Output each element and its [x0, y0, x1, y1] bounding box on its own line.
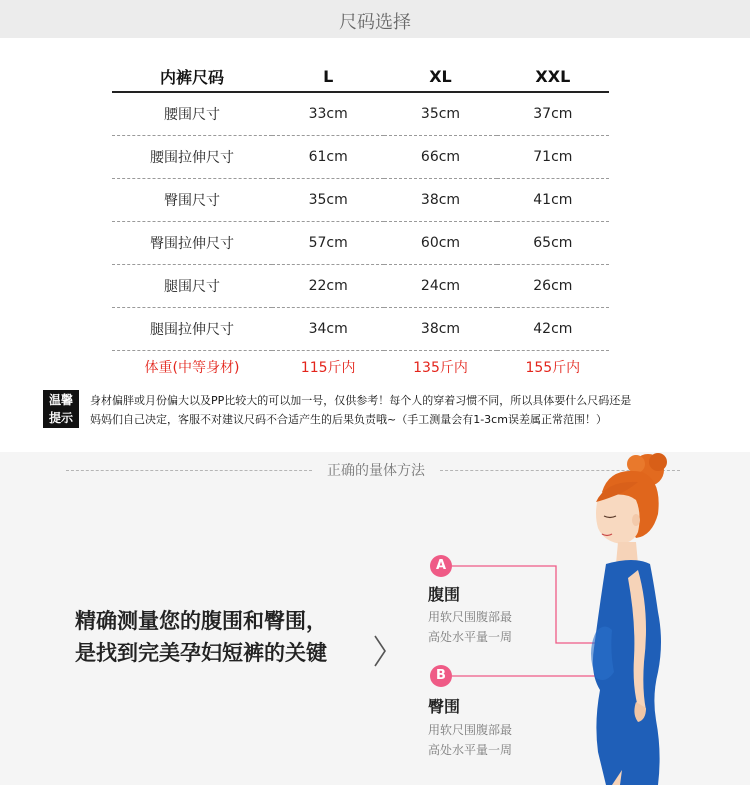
- header-size-l: L: [272, 62, 384, 92]
- weight-row: [112, 350, 609, 384]
- cell-value: 35cm: [384, 92, 496, 135]
- table-row: [112, 264, 609, 307]
- marker-a: A: [430, 555, 452, 577]
- weight-value: 115斤内: [300, 360, 356, 377]
- slogan-line2: 是找到完美孕妇短裤的关键: [75, 641, 327, 665]
- cell-value: 38cm: [384, 178, 496, 221]
- notice-line2: 妈妈们自己决定，客服不对建议尺码不合适产生的后果负责哦~（手工测量会有1-3cm误差属正常范围！）: [90, 413, 607, 426]
- row-label: 腰围拉伸尺寸: [112, 135, 272, 178]
- row-label: 臀围尺寸: [112, 178, 272, 221]
- notice-line1: 身材偏胖或月份偏大以及PP比较大的可以加一号，仅供参考！每个人的穿着习惯不同，所以具体要什么尺码还是: [90, 394, 632, 407]
- cell-value: 26cm: [497, 264, 609, 307]
- size-notice: [40, 390, 730, 430]
- cell-value: 66cm: [384, 135, 496, 178]
- cell-value: 71cm: [497, 135, 609, 178]
- size-table-header: [112, 62, 609, 92]
- weight-value: 135斤内: [413, 360, 468, 377]
- waist-desc-line2: 高处水平量一周: [428, 630, 513, 644]
- cell-value: 37cm: [497, 92, 609, 135]
- title-bar: [0, 0, 750, 38]
- hip-label: 臀围: [428, 697, 461, 716]
- marker-b: B: [430, 665, 452, 687]
- row-label: 腿围拉伸尺寸: [112, 307, 272, 350]
- header-size-label: 内裤尺码: [112, 62, 272, 92]
- cell-value: 42cm: [497, 307, 609, 350]
- notice-badge-line1: 温馨: [48, 393, 73, 407]
- weight-value: 155斤内: [525, 360, 581, 377]
- cell-value: 38cm: [384, 307, 496, 350]
- measure-section: [0, 452, 750, 785]
- page-title: 尺码选择: [339, 12, 411, 33]
- waist-desc-line1: 用软尺围腹部最: [428, 610, 513, 624]
- notice-badge: [43, 390, 79, 428]
- row-label: 臀围拉伸尺寸: [112, 221, 272, 264]
- cell-value: 34cm: [272, 307, 384, 350]
- header-size-xl: XL: [384, 62, 496, 92]
- cell-value: 57cm: [272, 221, 384, 264]
- table-row: [112, 307, 609, 350]
- pregnant-woman-illustration: [540, 452, 690, 785]
- cell-value: 41cm: [497, 178, 609, 221]
- notice-text: [90, 391, 631, 429]
- table-row: [112, 135, 609, 178]
- waist-description: [428, 607, 538, 647]
- waist-label: 腹围: [428, 585, 461, 604]
- row-label: 腰围尺寸: [112, 92, 272, 135]
- slogan-line1: 精确测量您的腹围和臀围，: [75, 609, 327, 633]
- table-row: [112, 221, 609, 264]
- hip-description: [428, 720, 538, 760]
- cell-value: 61cm: [272, 135, 384, 178]
- size-table: [112, 62, 609, 384]
- cell-value: 35cm: [272, 178, 384, 221]
- cell-value: 22cm: [272, 264, 384, 307]
- chevron-right-icon: [368, 630, 390, 672]
- section-title: 正确的量体方法: [327, 463, 425, 479]
- cell-value: 33cm: [272, 92, 384, 135]
- cell-value: 24cm: [384, 264, 496, 307]
- cell-value: 60cm: [384, 221, 496, 264]
- hip-desc-line2: 高处水平量一周: [428, 743, 513, 757]
- header-size-xxl: XXL: [497, 62, 609, 92]
- cell-value: 65cm: [497, 221, 609, 264]
- hip-desc-line1: 用软尺围腹部最: [428, 723, 513, 737]
- measure-slogan: [75, 605, 327, 669]
- notice-badge-line2: 提示: [48, 411, 73, 425]
- table-row: [112, 178, 609, 221]
- section-divider-left: [66, 470, 312, 471]
- weight-row-label: 体重(中等身材): [144, 360, 240, 377]
- table-row: [112, 92, 609, 135]
- row-label: 腿围尺寸: [112, 264, 272, 307]
